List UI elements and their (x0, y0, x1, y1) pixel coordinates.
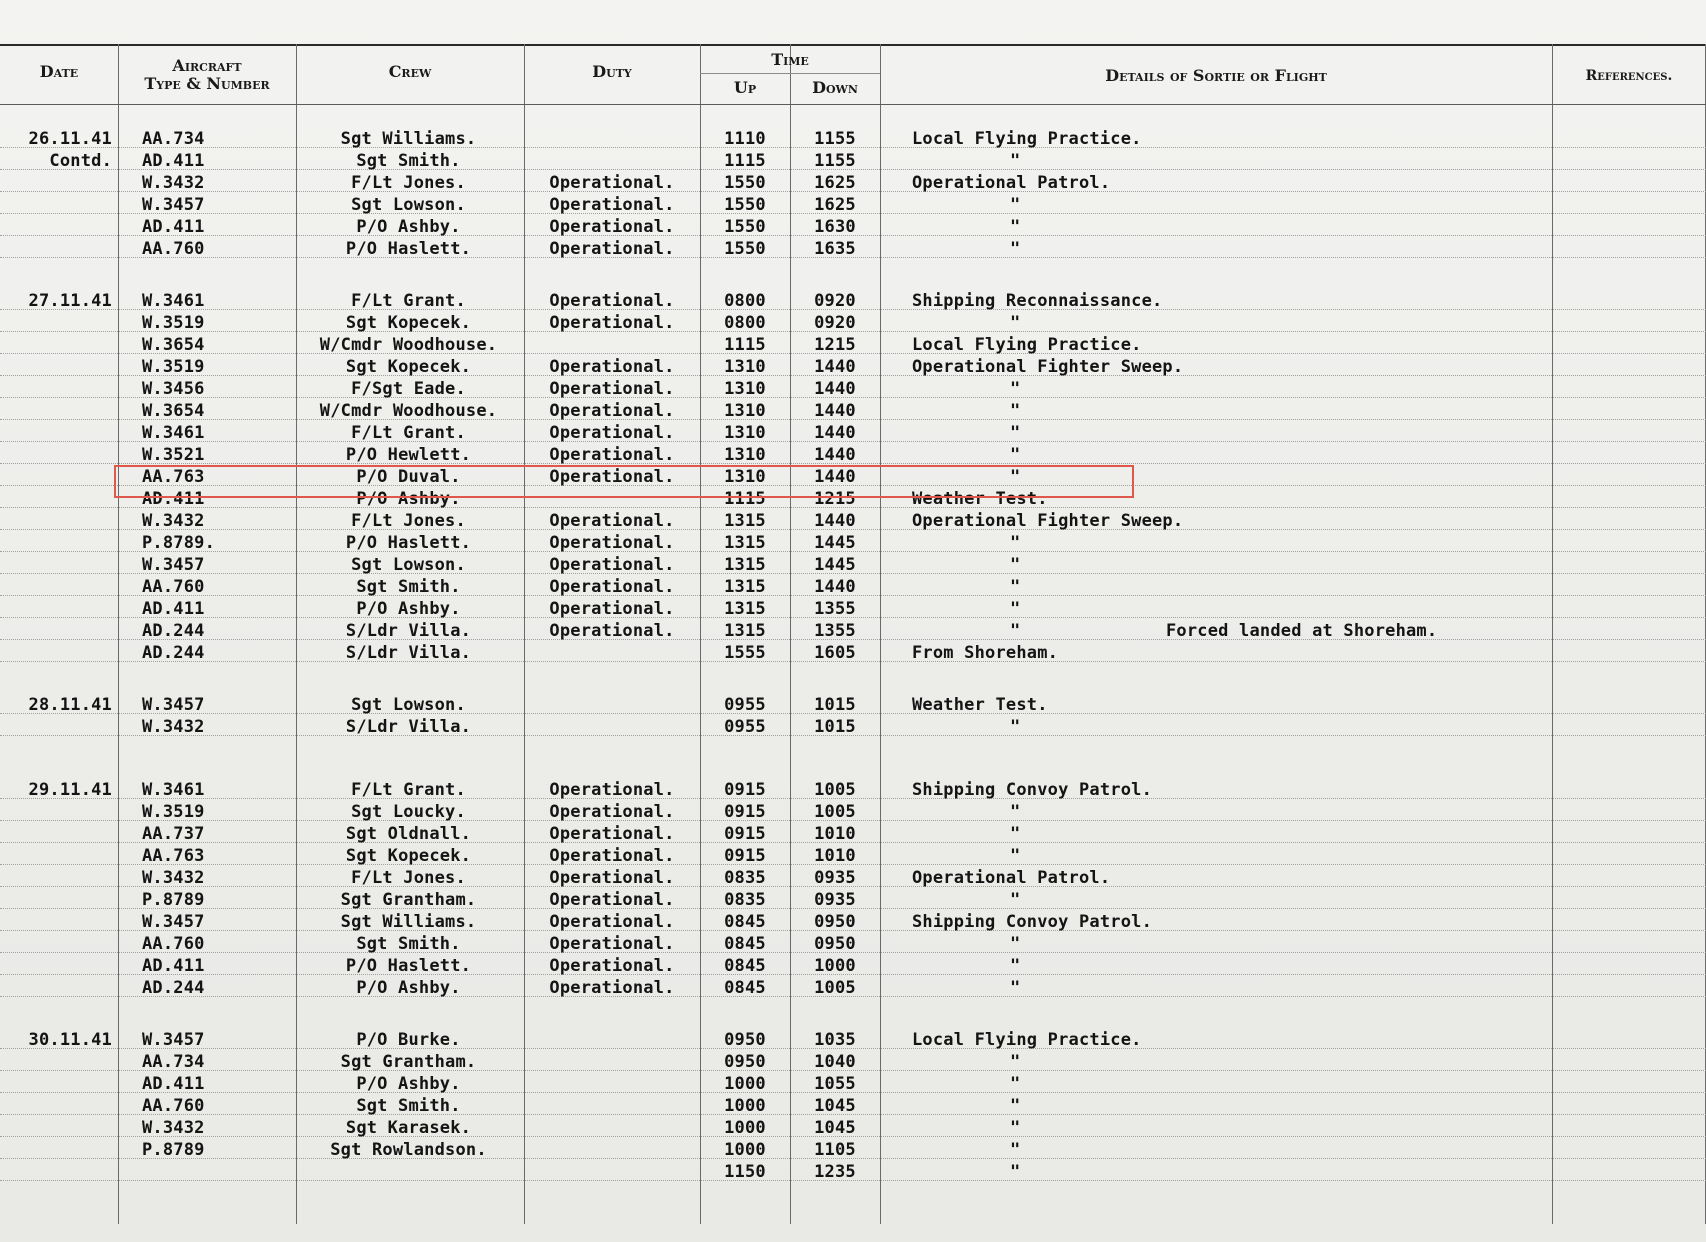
row-crew: S/Ldr Villa. (345, 621, 472, 641)
row-aircraft: AD.244 (142, 621, 205, 641)
log-row (0, 195, 1706, 215)
log-row (0, 217, 1706, 237)
log-row (0, 129, 1706, 149)
row-time-up: 0835 (724, 890, 766, 910)
row-time-up: 1310 (724, 423, 766, 443)
log-row (0, 555, 1706, 575)
row-aircraft: W.3457 (142, 555, 205, 575)
row-crew: P/O Ashby. (356, 217, 461, 237)
log-row (0, 780, 1706, 800)
row-crew: P/O Haslett. (345, 239, 472, 259)
row-aircraft: W.3519 (142, 313, 205, 333)
row-date: 28.11.41 (28, 695, 112, 715)
row-time-down: 1155 (814, 129, 856, 149)
row-time-up: 0915 (724, 780, 766, 800)
row-time-down: 0935 (814, 890, 856, 910)
log-row (0, 802, 1706, 822)
row-aircraft: AD.244 (142, 643, 205, 663)
row-crew: Sgt Smith. (356, 934, 461, 954)
row-crew: P/O Burke. (356, 1030, 461, 1050)
row-time-up: 1550 (724, 195, 766, 215)
row-aircraft: W.3457 (142, 695, 205, 715)
row-time-down: 1215 (814, 489, 856, 509)
row-crew: Sgt Smith. (356, 151, 461, 171)
row-crew: W/Cmdr Woodhouse. (319, 401, 498, 421)
row-duty: Operational. (549, 313, 675, 333)
row-details: Operational Fighter Sweep. (912, 511, 1184, 531)
row-details: Weather Test. (912, 489, 1048, 509)
row-crew: Sgt Smith. (356, 1096, 461, 1116)
log-row (0, 934, 1706, 954)
row-aircraft: W.3654 (142, 335, 205, 355)
row-date: 27.11.41 (28, 291, 112, 311)
row-aircraft: W.3432 (142, 868, 205, 888)
row-time-up: 1110 (724, 129, 766, 149)
log-row (0, 1052, 1706, 1072)
row-duty: Operational. (549, 195, 675, 215)
log-row (0, 313, 1706, 333)
log-row (0, 357, 1706, 377)
row-time-down: 1015 (814, 695, 856, 715)
log-row (0, 379, 1706, 399)
row-aircraft: AA.734 (142, 129, 205, 149)
row-time-down: 1010 (814, 846, 856, 866)
row-crew: P/O Ashby. (356, 978, 461, 998)
row-time-down: 1440 (814, 379, 856, 399)
row-time-down: 1440 (814, 467, 856, 487)
highlight-box (114, 465, 1134, 498)
row-aircraft: AA.734 (142, 1052, 205, 1072)
row-aircraft: AD.411 (142, 217, 205, 237)
row-aircraft: W.3432 (142, 1118, 205, 1138)
row-time-down: 1440 (814, 445, 856, 465)
row-aircraft: P.8789 (142, 890, 205, 910)
row-time-down: 1440 (814, 423, 856, 443)
row-details: " (1010, 934, 1021, 954)
row-date: 29.11.41 (28, 780, 112, 800)
row-details: " (1010, 1096, 1021, 1116)
row-crew: P/O Haslett. (345, 533, 472, 553)
row-time-down: 1015 (814, 717, 856, 737)
row-time-up: 0955 (724, 695, 766, 715)
row-time-up: 0955 (724, 717, 766, 737)
row-crew: Sgt Williams. (340, 912, 477, 932)
row-time-up: 0845 (724, 956, 766, 976)
row-details: " (1010, 195, 1021, 215)
row-time-down: 1440 (814, 511, 856, 531)
row-duty: Operational. (549, 868, 675, 888)
log-row (0, 533, 1706, 553)
row-duty: Operational. (549, 173, 675, 193)
row-duty: Operational. (549, 467, 675, 487)
row-time-down: 1630 (814, 217, 856, 237)
log-row (0, 1096, 1706, 1116)
row-time-up: 1000 (724, 1096, 766, 1116)
row-duty: Operational. (549, 577, 675, 597)
row-time-down: 0950 (814, 912, 856, 932)
row-time-up: 0915 (724, 824, 766, 844)
row-aircraft: AD.411 (142, 956, 205, 976)
row-crew: Sgt Lowson. (351, 195, 466, 215)
row-time-up: 0800 (724, 291, 766, 311)
row-time-up: 1310 (724, 379, 766, 399)
row-aircraft: AD.411 (142, 599, 205, 619)
row-details: " (1010, 401, 1021, 421)
row-time-down: 1440 (814, 401, 856, 421)
log-row (0, 599, 1706, 619)
log-row (0, 173, 1706, 193)
log-row (0, 890, 1706, 910)
row-crew: Sgt Karasek. (345, 1118, 472, 1138)
row-crew: Sgt Kopecek. (345, 313, 472, 333)
row-time-down: 1155 (814, 151, 856, 171)
row-aircraft: AA.760 (142, 1096, 205, 1116)
row-time-up: 1000 (724, 1074, 766, 1094)
row-aircraft: W.3519 (142, 357, 205, 377)
header-aircraft-type: Type & Number (144, 74, 270, 93)
row-note: Forced landed at Shoreham. (1166, 621, 1438, 641)
row-details: " (1010, 621, 1021, 641)
row-details: " (1010, 1052, 1021, 1072)
row-details: " (1010, 978, 1021, 998)
row-details: From Shoreham. (912, 643, 1059, 663)
row-time-down: 1005 (814, 802, 856, 822)
row-duty: Operational. (549, 621, 675, 641)
row-crew: Sgt Williams. (340, 129, 477, 149)
row-duty: Operational. (549, 934, 675, 954)
row-crew: Sgt Grantham. (340, 1052, 477, 1072)
row-aircraft: AA.737 (142, 824, 205, 844)
row-time-up: 0800 (724, 313, 766, 333)
row-details: Local Flying Practice. (912, 335, 1142, 355)
row-time-down: 1355 (814, 621, 856, 641)
row-crew: Sgt Grantham. (340, 890, 477, 910)
row-aircraft: W.3461 (142, 423, 205, 443)
row-crew: Sgt Lowson. (351, 555, 466, 575)
log-row (0, 335, 1706, 355)
row-duty: Operational. (549, 599, 675, 619)
row-crew: Sgt Rowlandson. (330, 1140, 487, 1160)
log-row (0, 151, 1706, 171)
log-row (0, 846, 1706, 866)
log-row (0, 1140, 1706, 1160)
row-crew: S/Ldr Villa. (345, 717, 472, 737)
row-time-up: 0915 (724, 846, 766, 866)
row-duty: Operational. (549, 802, 675, 822)
log-row (0, 445, 1706, 465)
row-time-up: 1315 (724, 555, 766, 575)
row-crew: P/O Hewlett. (345, 445, 472, 465)
log-row (0, 695, 1706, 715)
row-time-down: 1000 (814, 956, 856, 976)
header-date: Date (39, 62, 79, 81)
row-time-down: 1055 (814, 1074, 856, 1094)
row-aircraft: AD.411 (142, 489, 205, 509)
row-duty: Operational. (549, 824, 675, 844)
row-duty: Operational. (549, 533, 675, 553)
row-date: 26.11.41 (28, 129, 112, 149)
row-time-up: 1550 (724, 239, 766, 259)
row-time-down: 1035 (814, 1030, 856, 1050)
row-time-down: 1440 (814, 357, 856, 377)
row-time-up: 1115 (724, 489, 766, 509)
header-time-down: Down (812, 78, 858, 97)
row-duty: Operational. (549, 780, 675, 800)
header-bottom-rule (0, 104, 1706, 105)
row-crew: F/Lt Jones. (351, 511, 466, 531)
row-details: Weather Test. (912, 695, 1048, 715)
row-aircraft: P.8789. (142, 533, 216, 553)
row-crew: P/O Haslett. (345, 956, 472, 976)
row-crew: F/Lt Grant. (351, 291, 466, 311)
row-details: " (1010, 599, 1021, 619)
row-details: " (1010, 555, 1021, 575)
row-aircraft: W.3461 (142, 780, 205, 800)
row-crew: P/O Duval. (356, 467, 461, 487)
log-row (0, 423, 1706, 443)
row-crew: Sgt Oldnall. (345, 824, 472, 844)
row-date: 30.11.41 (28, 1030, 112, 1050)
row-details: Local Flying Practice. (912, 129, 1142, 149)
row-time-up: 1315 (724, 599, 766, 619)
row-crew: W/Cmdr Woodhouse. (319, 335, 498, 355)
row-time-down: 1605 (814, 643, 856, 663)
log-row (0, 511, 1706, 531)
row-aircraft: AA.760 (142, 239, 205, 259)
row-crew: F/Lt Jones. (351, 868, 466, 888)
row-time-down: 1235 (814, 1162, 856, 1182)
row-time-up: 1000 (724, 1118, 766, 1138)
log-row (0, 1118, 1706, 1138)
row-time-up: 1315 (724, 533, 766, 553)
log-row (0, 1030, 1706, 1050)
row-time-down: 1005 (814, 978, 856, 998)
row-duty: Operational. (549, 401, 675, 421)
row-crew: Sgt Lowson. (351, 695, 466, 715)
row-aircraft: AA.763 (142, 467, 205, 487)
row-details: " (1010, 577, 1021, 597)
row-time-up: 1310 (724, 401, 766, 421)
row-time-down: 1005 (814, 780, 856, 800)
row-time-up: 1555 (724, 643, 766, 663)
row-time-up: 1315 (724, 511, 766, 531)
row-time-down: 1105 (814, 1140, 856, 1160)
row-crew: P/O Ashby. (356, 599, 461, 619)
row-aircraft: W.3457 (142, 1030, 205, 1050)
log-row (0, 956, 1706, 976)
row-time-up: 1315 (724, 621, 766, 641)
row-duty: Operational. (549, 357, 675, 377)
row-details: " (1010, 846, 1021, 866)
row-duty: Operational. (549, 956, 675, 976)
row-crew: F/Lt Jones. (351, 173, 466, 193)
row-aircraft: W.3432 (142, 511, 205, 531)
row-details: Shipping Reconnaissance. (912, 291, 1163, 311)
row-crew: P/O Ashby. (356, 489, 461, 509)
row-duty: Operational. (549, 217, 675, 237)
row-time-up: 1310 (724, 357, 766, 377)
log-row (0, 1162, 1706, 1182)
row-details: Operational Fighter Sweep. (912, 357, 1184, 377)
header-aircraft: Aircraft (172, 56, 242, 75)
row-crew: F/Sgt Eade. (351, 379, 466, 399)
row-time-up: 1315 (724, 577, 766, 597)
row-details: " (1010, 533, 1021, 553)
time-header-rule (700, 73, 880, 74)
row-details: " (1010, 956, 1021, 976)
row-aircraft: W.3457 (142, 195, 205, 215)
row-duty: Operational. (549, 555, 675, 575)
row-time-up: 1550 (724, 217, 766, 237)
row-time-down: 0920 (814, 313, 856, 333)
row-time-down: 1445 (814, 555, 856, 575)
row-time-down: 1625 (814, 195, 856, 215)
log-row (0, 978, 1706, 998)
row-time-up: 1550 (724, 173, 766, 193)
row-crew: F/Lt Grant. (351, 780, 466, 800)
row-time-up: 0915 (724, 802, 766, 822)
row-aircraft: W.3432 (142, 173, 205, 193)
row-aircraft: W.3456 (142, 379, 205, 399)
row-details: Operational Patrol. (912, 173, 1111, 193)
log-row (0, 239, 1706, 259)
log-row (0, 912, 1706, 932)
row-aircraft: AD.244 (142, 978, 205, 998)
log-row (0, 824, 1706, 844)
row-details: " (1010, 824, 1021, 844)
row-time-down: 0920 (814, 291, 856, 311)
row-time-up: 1000 (724, 1140, 766, 1160)
row-details: " (1010, 423, 1021, 443)
row-aircraft: AA.760 (142, 577, 205, 597)
row-details: " (1010, 445, 1021, 465)
log-row (0, 577, 1706, 597)
row-time-down: 0950 (814, 934, 856, 954)
row-duty: Operational. (549, 379, 675, 399)
log-row (0, 868, 1706, 888)
log-row (0, 401, 1706, 421)
row-time-down: 0935 (814, 868, 856, 888)
row-duty: Operational. (549, 846, 675, 866)
row-time-down: 1045 (814, 1096, 856, 1116)
row-aircraft: W.3461 (142, 291, 205, 311)
row-duty: Operational. (549, 445, 675, 465)
log-row (0, 717, 1706, 737)
row-details: Local Flying Practice. (912, 1030, 1142, 1050)
row-date: Contd. (49, 151, 112, 171)
row-details: " (1010, 217, 1021, 237)
row-details: " (1010, 239, 1021, 259)
row-crew: P/O Ashby. (356, 1074, 461, 1094)
row-time-down: 1010 (814, 824, 856, 844)
row-details: " (1010, 467, 1021, 487)
row-time-up: 1115 (724, 335, 766, 355)
row-duty: Operational. (549, 890, 675, 910)
row-aircraft: AD.411 (142, 1074, 205, 1094)
row-duty: Operational. (549, 423, 675, 443)
row-details: Shipping Convoy Patrol. (912, 912, 1153, 932)
row-crew: Sgt Kopecek. (345, 357, 472, 377)
row-details: " (1010, 1074, 1021, 1094)
row-aircraft: W.3654 (142, 401, 205, 421)
row-crew: S/Ldr Villa. (345, 643, 472, 663)
header-details: Details of Sortie or Flight (1105, 66, 1327, 85)
row-time-down: 1215 (814, 335, 856, 355)
row-time-down: 1045 (814, 1118, 856, 1138)
row-time-down: 1625 (814, 173, 856, 193)
header-time: Time (771, 50, 809, 69)
row-crew: F/Lt Grant. (351, 423, 466, 443)
row-crew: Sgt Kopecek. (345, 846, 472, 866)
row-aircraft: AA.760 (142, 934, 205, 954)
row-time-down: 1440 (814, 577, 856, 597)
row-time-up: 1310 (724, 467, 766, 487)
top-rule (0, 44, 1706, 46)
row-crew: Sgt Loucky. (351, 802, 466, 822)
row-time-up: 0845 (724, 912, 766, 932)
row-aircraft: W.3521 (142, 445, 205, 465)
row-details: Operational Patrol. (912, 868, 1111, 888)
row-time-up: 1310 (724, 445, 766, 465)
row-time-down: 1635 (814, 239, 856, 259)
row-duty: Operational. (549, 239, 675, 259)
row-crew: Sgt Smith. (356, 577, 461, 597)
row-details: " (1010, 1140, 1021, 1160)
row-duty: Operational. (549, 978, 675, 998)
row-details: " (1010, 313, 1021, 333)
header-time-up: Up (733, 78, 757, 97)
row-time-down: 1445 (814, 533, 856, 553)
header-crew: Crew (388, 62, 432, 81)
row-time-down: 1355 (814, 599, 856, 619)
row-duty: Operational. (549, 511, 675, 531)
row-aircraft: W.3432 (142, 717, 205, 737)
row-details: " (1010, 717, 1021, 737)
row-details: " (1010, 1118, 1021, 1138)
header-references: References. (1585, 68, 1673, 84)
log-row (0, 643, 1706, 663)
row-time-up: 0950 (724, 1052, 766, 1072)
row-time-up: 0845 (724, 978, 766, 998)
row-aircraft: P.8789 (142, 1140, 205, 1160)
row-aircraft: AD.411 (142, 151, 205, 171)
header-duty: Duty (592, 62, 632, 81)
log-row (0, 291, 1706, 311)
row-details: " (1010, 1162, 1021, 1182)
log-row (0, 1074, 1706, 1094)
row-duty: Operational. (549, 912, 675, 932)
row-duty: Operational. (549, 291, 675, 311)
row-details: " (1010, 151, 1021, 171)
row-details: " (1010, 379, 1021, 399)
row-time-up: 0845 (724, 934, 766, 954)
row-time-up: 0835 (724, 868, 766, 888)
log-row (0, 621, 1706, 641)
row-aircraft: W.3519 (142, 802, 205, 822)
row-details: Shipping Convoy Patrol. (912, 780, 1153, 800)
row-time-up: 0950 (724, 1030, 766, 1050)
row-details: " (1010, 802, 1021, 822)
row-time-down: 1040 (814, 1052, 856, 1072)
row-details: " (1010, 890, 1021, 910)
row-aircraft: W.3457 (142, 912, 205, 932)
row-aircraft: AA.763 (142, 846, 205, 866)
row-time-up: 1115 (724, 151, 766, 171)
row-time-up: 1150 (724, 1162, 766, 1182)
